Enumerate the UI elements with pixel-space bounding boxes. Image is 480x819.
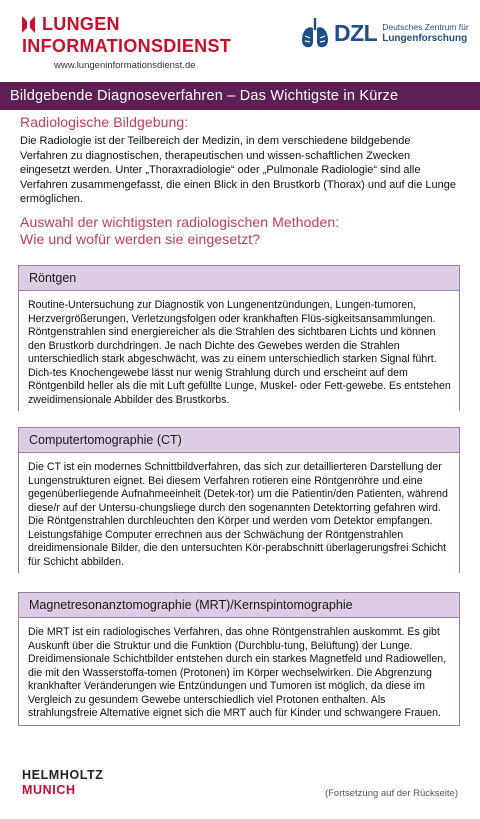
- method-title-mrt: Magnetresonanztomographie (MRT)/Kernspintomographie: [18, 592, 460, 618]
- lungs-icon: [300, 16, 330, 50]
- helmholtz-logo-line1: HELMHOLTZ: [22, 768, 104, 782]
- methods-heading-line1: Auswahl der wichtigsten radiologischen Methoden:: [20, 213, 340, 230]
- method-text-roentgen: Routine-Untersuchung zur Diagnostik von Lungenentzündungen, Lungen-tumoren, Herzvergrößerungen, Verletzungsfolgen oder krankhaften Flüs-sigkeitsansammlungen. Röntgenstrahlen sind energiereicher als die Strahlen des sichtbaren Lichts und können den Brustkorb durchdringen. Je nach Dichte des Gewebes werden die Strahlen unterschiedlich stark abgeschwächt, was zu einem unterschiedlich starken Signal führt. Dich-tes Knochengewebe lässt nur wenig Strahlung durch und erscheint auf dem Röntgenbild heller als die mit Luft gefüllte Lunge, Muskel- oder Fett-gewebe. Es entstehen zweidimensionale Abbilder des Brustkorbs.: [18, 291, 460, 411]
- method-text-mrt: Die MRT ist ein radiologisches Verfahren, das ohne Röntgenstrahlen auskommt. Es gibt Auskunft über die Struktur und die Funktion (Durchblu-tung, Belüftung) der Lunge. Dreidimensionale Schichtbilder entstehen durch ein starkes Magnetfeld und Radiowellen, die mit den Wasserstoffa-tomen (Protonen) im Körper wechselwirken. Die Abgrenzung krankhafter Veränderungen wie Entzündungen und Tumoren ist möglich, da diese im Vergleich zu gesundem Gewebe unterschiedlich viel Protonen enthalten. Als strahlungsfreie Alternative eignet sich die MRT auch für Kinder und schwangere Frauen.: [18, 618, 460, 726]
- dzl-name: [382, 22, 468, 44]
- lungs-brackets-icon: [22, 16, 36, 33]
- section-heading-methods: [20, 214, 460, 248]
- method-text-ct: Die CT ist ein modernes Schnittbildverfahren, das sich zur detaillierteren Darstellung der Lungenstrukturen eignet. Bei diesem Verfahren rotieren eine Röntgenröhre und eine gegenüberliegende Aufnahmeeinheit (Detek-tor) um die Patientin/den Patienten, während diese/r auf der Untersu-chungsliege durch den sogenannten Detektorring gefahren wird. Die Röntgenstrahlen durchleuchten den Körper und werden vom Detektor empfangen. Leistungsfähige Computer errechnen aus der Schwächung der Röntgenstrahlen dreidimensionale Bilder, die den untersuchten Kör-perabschnitt überlagerungsfrei Schicht für Schicht abbilden.: [18, 453, 460, 573]
- section-heading-radiology: Radiologische Bildgebung:: [20, 114, 189, 130]
- continued-note: (Fortsetzung auf der Rückseite): [324, 788, 458, 799]
- method-title-ct: Computertomographie (CT): [18, 427, 460, 453]
- helmholtz-logo-line2: MUNICH: [22, 783, 76, 797]
- dzl-name-line2: Lungenforschung: [382, 33, 468, 44]
- page-header: [0, 0, 480, 78]
- lungen-informationsdienst-logo[interactable]: [22, 14, 231, 71]
- dzl-name-line1: Deutsches Zentrum für: [382, 22, 469, 32]
- intro-section: [20, 114, 460, 248]
- dzl-logo[interactable]: [300, 16, 469, 50]
- dzl-abbreviation: DZL: [334, 19, 378, 46]
- method-box-ct: [18, 427, 460, 573]
- logo-line2: INFORMATIONSDIENST: [22, 36, 232, 56]
- intro-paragraph: Die Radiologie ist der Teilbereich der Medizin, in dem verschiedene bildgebende Verfahren zu diagnostischen, therapeutischen und wissen-schaftlichen Zwecken eingesetzt werden. Unter „Thoraxradiologie“ oder „Pulmonale Radiologie“ sind alle Verfahren zusammengefasst, die einen Blick in den Brustkorb (Thorax) und auf die Lunge ermöglichen.: [20, 135, 456, 206]
- logo-line1: LUNGEN: [42, 14, 120, 34]
- methods-heading-line2: Wie und wofür werden sie eingesetzt?: [20, 230, 261, 247]
- method-box-roentgen: [18, 265, 460, 411]
- logo-url[interactable]: www.lungeninformationsdienst.de: [54, 60, 196, 71]
- page-title: Bildgebende Diagnoseverfahren – Das Wichtigste in Kürze: [0, 82, 480, 110]
- method-title-roentgen: Röntgen: [18, 265, 460, 291]
- helmholtz-munich-logo[interactable]: [22, 768, 104, 798]
- method-box-mrt: [18, 592, 460, 726]
